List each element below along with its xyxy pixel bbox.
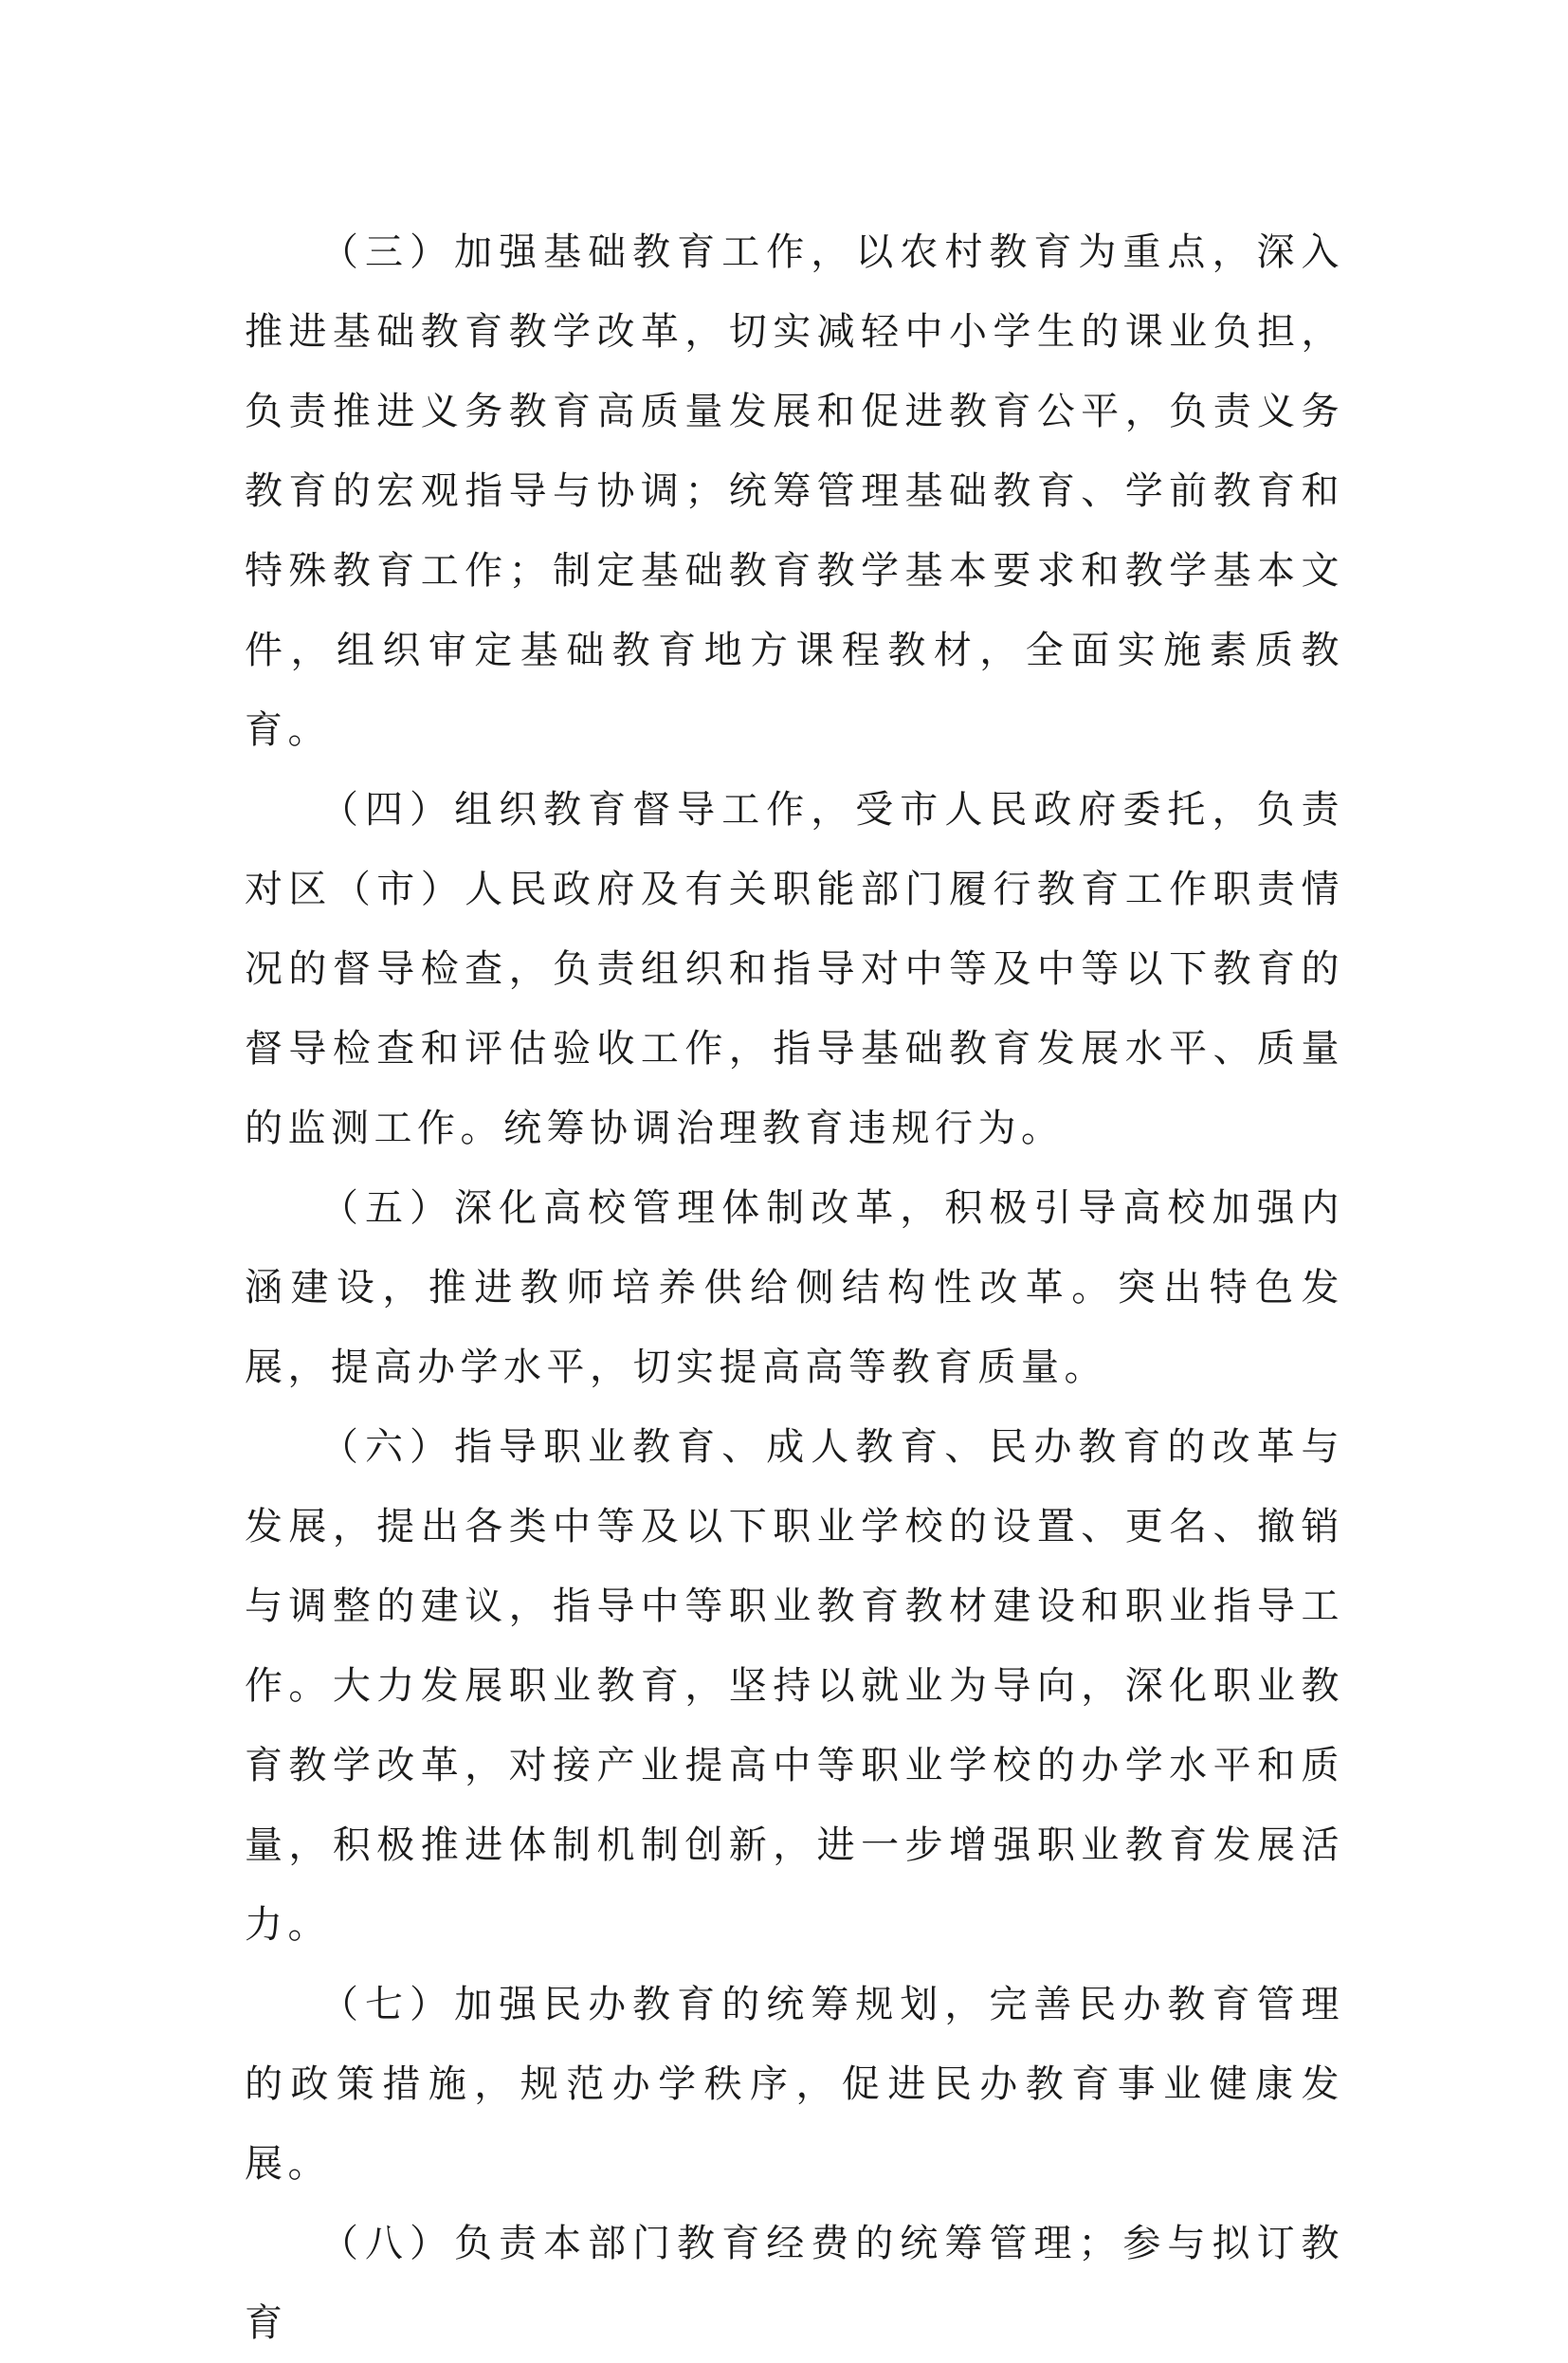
paragraph-education-funding: （八）负责本部门教育经费的统筹管理；参与拟订教育 bbox=[245, 2222, 1344, 2345]
paragraph-vocational-education: （六）指导职业教育、成人教育、民办教育的改革与发展，提出各类中等及以下职业学校的设置、更名、撤销与调整的建议，指导中等职业教育教材建设和职业指导工作。大力发展职业教育，坚持以就业为导向，深化职业教育教学改革，对接产业提高中等职业学校的办学水平和质量，积极推进体制机制创新，进一步增强职业教育发展活力。 bbox=[245, 1425, 1344, 1947]
paragraph-higher-education-reform: （五）深化高校管理体制改革，积极引导高校加强内涵建设，推进教师培养供给侧结构性改革。突出特色发展，提高办学水平，切实提高高等教育质量。 bbox=[245, 1186, 1344, 1389]
paragraph-private-education: （七）加强民办教育的统筹规划，完善民办教育管理的政策措施，规范办学秩序，促进民办教育事业健康发展。 bbox=[245, 1983, 1344, 2186]
document-body bbox=[245, 212, 1344, 2363]
paragraph-education-supervision: （四）组织教育督导工作，受市人民政府委托，负责对区（市）人民政府及有关职能部门履行教育工作职责情况的督导检查，负责组织和指导对中等及中等以下教育的督导检查和评估验收工作，指导基础教育发展水平、质量的监测工作。统筹协调治理教育违规行为。 bbox=[245, 788, 1344, 1150]
paragraph-basic-education: （三）加强基础教育工作，以农村教育为重点，深入推进基础教育教学改革，切实减轻中小学生的课业负担，负责推进义务教育高质量发展和促进教育公平，负责义务教育的宏观指导与协调；统筹管理基础教育、学前教育和特殊教育工作；制定基础教育教学基本要求和教学基本文件，组织审定基础教育地方课程教材，全面实施素质教育。 bbox=[245, 230, 1344, 752]
